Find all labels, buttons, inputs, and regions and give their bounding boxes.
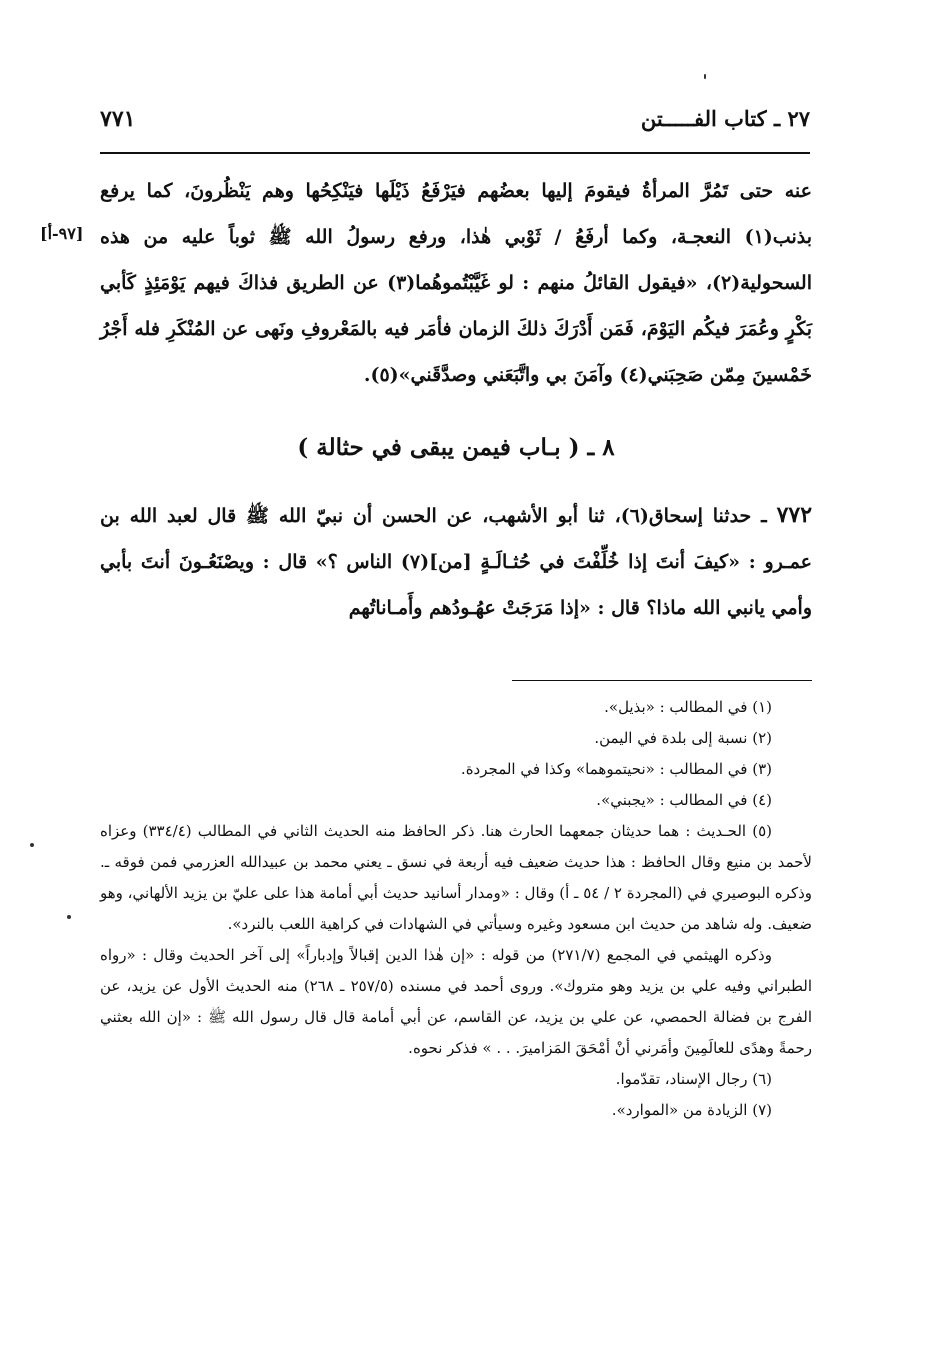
footnote-4: (٤) في المطالب : «يجبني». bbox=[596, 791, 772, 809]
hadith-block bbox=[100, 492, 812, 631]
footnote-5-continued: وذكره الهيثمي في المجمع (٢٧١/٧) من قوله : «إن هٰذا الدين إقبالاً وإدباراً» إلى آخر الحديث وقال : «رواه الطبراني وفيه علي بن يزيد وهو متروك». وروى أحمد في مسنده (٢٥٧/٥ ـ ٢٦٨) منه الحديث الأول عن يزيد، عن الفرج بن فضالة الحمصي، عن علي بن يزيد، عن القاسم، عن أبي أمامة قال قال رسول الله ﷺ : «إن الله بعثني رحمةً وهدًى للعالَمِينَ وأمَرني أنْ أمْحَقَ المَزاميرَ. . . » فذكر نحوه. bbox=[100, 946, 812, 1057]
footnote-6: (٦) رجال الإسناد، تقدّموا. bbox=[615, 1070, 772, 1088]
footnote-7: (٧) الزيادة من «الموارد». bbox=[611, 1101, 772, 1119]
scan-speck bbox=[704, 74, 706, 79]
footnote-1: (١) في المطالب : «بذيل». bbox=[604, 698, 772, 716]
chapter-running-title: ٢٧ ـ كتاب الفـــــتن bbox=[640, 106, 810, 131]
footnote-3: (٣) في المطالب : «نحيتموهما» وكذا في المجردة. bbox=[460, 760, 772, 778]
scan-speck bbox=[30, 843, 34, 847]
footnote-2: (٢) نسبة إلى بلدة في اليمن. bbox=[594, 729, 772, 747]
footnotes bbox=[100, 692, 812, 1126]
footnote-5: (٥) الحـديث : هما حديثان جمعهما الحارث هنا. ذكر الحافظ منه الحديث الثاني في المطالب (٣٣٤/٤) وعزاه لأحمد بن منيع وقال الحافظ : هذا حديث ضعيف فيه أربعة في نسق ـ يعني محمد بن عبيدالله العزرمي فمن فوقه ـ. وذكره البوصيري في (المجردة ٢ / ٥٤ ـ أ) وقال : «ومدار أسانيد حديث أبي أمامة هذا على عليّ بن يزيد الألهاني، وهو ضعيف. وله شاهد من حديث ابن مسعود وغيره وسيأتي في الشهادات في كراهية اللعب بالنرد». bbox=[100, 822, 813, 933]
hadith-number: ٧٧٢ bbox=[776, 502, 813, 528]
page-number: ٧٧١ bbox=[100, 106, 136, 132]
main-paragraph: عنه حتى تَمُرَّ المرأةُ فيقومَ إليها بعضُهم فيَرْفَعُ ذَيْلَها فيَنْكِحُها وهم يَنْظُرونَ، كما يرفع بذنب(١) النعجـة، وكما أرفَعُ / ثَوْبي هٰذا، ورفع رسولُ الله ﷺ ثوباً عليه من هذه السحولية(٢)، «فيقول القائلُ منهم : لو غَيَّبْتُموهُما(٣) عن الطريق فذاكَ فيهم يَوْمَئِذٍ كَأبي بَكْرٍ وعُمَرَ فيكُم اليَوْمَ، فَمَن أَدْرَكَ ذلكَ الزمان فأمَر فيه بالمَعْروفِ ونَهى عن المُنْكَرِ فله أَجْرُ خَمْسينَ مِمّن صَحِبَني(٤) وآمَنَ بي واتَّبَعَني وصدَّقَني»(٥). bbox=[100, 180, 812, 386]
scan-speck bbox=[67, 915, 71, 919]
footnote-separator bbox=[512, 680, 812, 681]
page-header bbox=[100, 104, 810, 144]
hadith-text: ـ حدثنا إسحاق(٦)، ثنا أبو الأشهب، عن الحسن أن نبيّ الله ﷺ قال لعبد الله بن عمـرو : «كيفَ أنتَ إذا خُلِّفْتَ في حُثـالَـةٍ [من](٧) الناس ؟» قال : ويصْنَعُـونَ أنتَ بأبي وأمي يانبي الله ماذا؟ قال : «إذا مَرَجَتْ عهُـودُهم وأَمـاناتُهم bbox=[100, 505, 813, 619]
main-text bbox=[100, 168, 812, 398]
header-rule bbox=[100, 152, 810, 154]
chapter-heading: ٨ ـ ( بـاب فيمن يبقى في حثالة ) bbox=[297, 434, 615, 461]
hadith-paragraph bbox=[100, 492, 812, 631]
margin-folio-reference: [٩٧-أ] bbox=[40, 224, 84, 243]
